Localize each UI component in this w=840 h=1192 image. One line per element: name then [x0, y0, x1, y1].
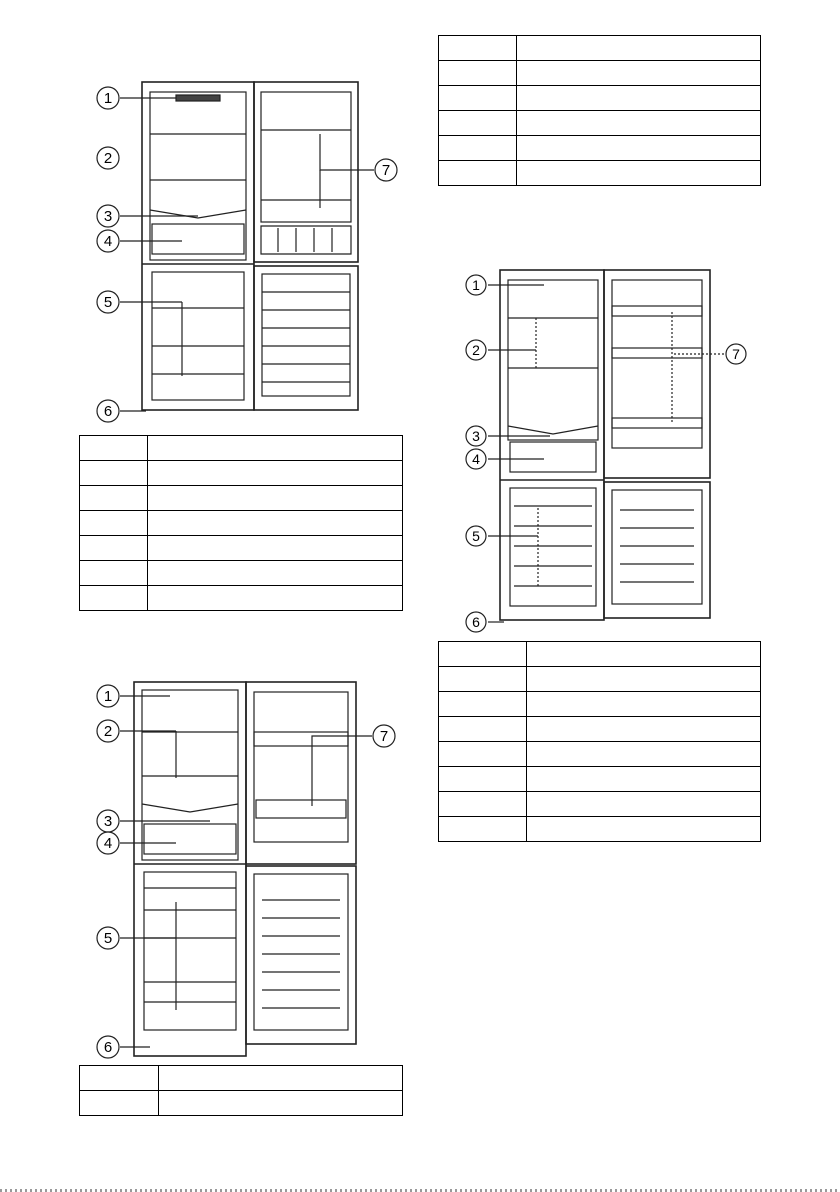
callout-2: 2 [472, 342, 480, 358]
legend-table-a [79, 435, 403, 611]
table-cell-number [80, 461, 148, 486]
table-row [439, 717, 761, 742]
table-row [80, 1066, 403, 1091]
table-row [439, 817, 761, 842]
table-cell-label [159, 1066, 403, 1091]
table-cell-label [527, 667, 761, 692]
table-row [80, 561, 403, 586]
table-row [439, 642, 761, 667]
table-row [439, 36, 761, 61]
table-cell-number [439, 642, 527, 667]
callout-4: 4 [472, 451, 480, 467]
fridge-diagram-c [460, 264, 760, 634]
fridge-diagram-b [90, 678, 410, 1063]
callout-4: 4 [103, 233, 113, 250]
table-row [80, 536, 403, 561]
callout-7: 7 [381, 162, 391, 179]
table-cell-label [527, 717, 761, 742]
table-cell-label [148, 461, 403, 486]
table-cell-number [439, 86, 517, 111]
callout-6: 6 [472, 614, 480, 630]
table-row [439, 767, 761, 792]
callout-5: 5 [103, 930, 113, 947]
table-row [80, 1091, 403, 1116]
table-cell-label [517, 36, 761, 61]
table-cell-number [439, 692, 527, 717]
legend-table-b [79, 1065, 403, 1116]
legend-table-c [438, 641, 761, 842]
table-cell-number [439, 111, 517, 136]
callout-1: 1 [103, 688, 113, 705]
table-row [80, 586, 403, 611]
table-cell-label [148, 486, 403, 511]
callout-2: 2 [103, 723, 113, 740]
table-row [439, 111, 761, 136]
table-row [80, 486, 403, 511]
table-cell-label [517, 136, 761, 161]
callout-6: 6 [103, 403, 113, 420]
table-row [439, 61, 761, 86]
table-row [439, 86, 761, 111]
table-cell-label [148, 586, 403, 611]
callout-5: 5 [472, 528, 480, 544]
table-cell-number [439, 717, 527, 742]
callout-5: 5 [103, 294, 113, 311]
table-cell-label [527, 817, 761, 842]
table-cell-number [439, 161, 517, 186]
callout-7: 7 [732, 346, 740, 362]
table-row [439, 792, 761, 817]
table-row [80, 436, 403, 461]
table-cell-number [439, 667, 527, 692]
table-cell-number [439, 817, 527, 842]
table-cell-label [148, 436, 403, 461]
table-cell-label [527, 792, 761, 817]
table-cell-label [159, 1091, 403, 1116]
table-cell-label [148, 511, 403, 536]
table-cell-label [517, 86, 761, 111]
table-cell-label [148, 536, 403, 561]
table-cell-number [439, 767, 527, 792]
table-row [80, 511, 403, 536]
table-cell-label [527, 767, 761, 792]
table-cell-number [80, 586, 148, 611]
table-cell-number [80, 536, 148, 561]
table-cell-label [517, 161, 761, 186]
callout-3: 3 [103, 813, 113, 830]
table-cell-label [527, 642, 761, 667]
table-cell-label [527, 692, 761, 717]
table-cell-number [80, 1066, 159, 1091]
fridge-diagram-a [90, 78, 410, 428]
callout-3: 3 [472, 428, 480, 444]
table-cell-label [148, 561, 403, 586]
table-cell-number [80, 561, 148, 586]
table-row [439, 667, 761, 692]
table-cell-number [80, 436, 148, 461]
callout-1: 1 [103, 90, 113, 107]
table-cell-label [517, 61, 761, 86]
table-cell-number [80, 1091, 159, 1116]
table-row [80, 461, 403, 486]
table-cell-label [527, 742, 761, 767]
table-cell-number [80, 511, 148, 536]
callout-6: 6 [103, 1039, 113, 1056]
table-row [439, 742, 761, 767]
table-cell-label [517, 111, 761, 136]
table-row [439, 136, 761, 161]
table-cell-number [439, 136, 517, 161]
table-cell-number [439, 742, 527, 767]
callout-4: 4 [103, 835, 113, 852]
callout-1: 1 [472, 277, 480, 293]
callout-7: 7 [379, 728, 389, 745]
table-cell-number [80, 486, 148, 511]
table-row [439, 692, 761, 717]
table-cell-number [439, 792, 527, 817]
table-cell-number [439, 61, 517, 86]
table-cell-number [439, 36, 517, 61]
callout-3: 3 [103, 208, 113, 225]
table-row [439, 161, 761, 186]
top-right-legend-table [438, 35, 761, 186]
callout-2: 2 [103, 150, 113, 167]
